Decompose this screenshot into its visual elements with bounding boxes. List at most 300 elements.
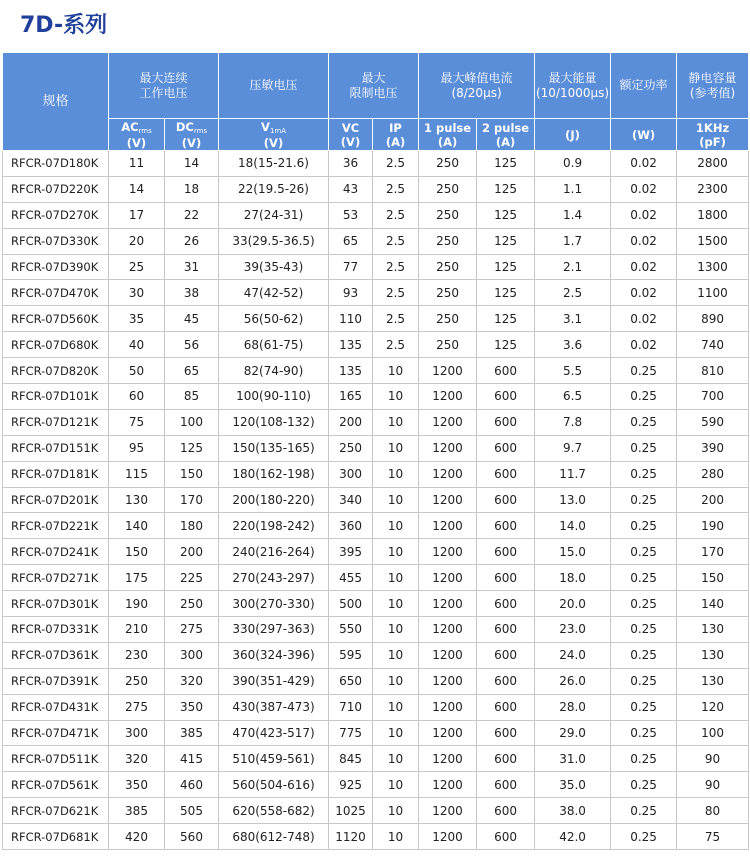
- value-cell: 10: [373, 746, 419, 772]
- header-row-main: [3, 53, 749, 119]
- table-row: [3, 591, 749, 617]
- value-cell: 10: [373, 513, 419, 539]
- value-cell: 1800: [677, 202, 749, 228]
- value-cell: 10: [373, 487, 419, 513]
- model-cell: RFCR-07D361K: [3, 642, 109, 668]
- table-row: [3, 487, 749, 513]
- model-cell: RFCR-07D270K: [3, 202, 109, 228]
- value-cell: 150: [109, 539, 165, 565]
- value-cell: 390(351-429): [219, 668, 329, 694]
- value-cell: 1200: [419, 591, 477, 617]
- value-cell: 10: [373, 461, 419, 487]
- value-cell: 14: [165, 151, 219, 177]
- value-cell: 130: [677, 617, 749, 643]
- value-cell: 90: [677, 772, 749, 798]
- model-cell: RFCR-07D241K: [3, 539, 109, 565]
- value-cell: 390: [677, 435, 749, 461]
- value-cell: 140: [677, 591, 749, 617]
- model-cell: RFCR-07D221K: [3, 513, 109, 539]
- table-row: [3, 254, 749, 280]
- table-row: [3, 409, 749, 435]
- value-cell: 3.6: [535, 332, 611, 358]
- table-row: [3, 176, 749, 202]
- value-cell: 415: [165, 746, 219, 772]
- value-cell: 5.5: [535, 358, 611, 384]
- value-cell: 0.25: [611, 409, 677, 435]
- value-cell: 77: [329, 254, 373, 280]
- table-row: [3, 642, 749, 668]
- sub-header-1-pulse: 1 pulse (A): [419, 119, 477, 151]
- value-cell: 250: [109, 668, 165, 694]
- value-cell: 36: [329, 151, 373, 177]
- value-cell: 1.7: [535, 228, 611, 254]
- value-cell: 700: [677, 384, 749, 410]
- value-cell: 170: [165, 487, 219, 513]
- value-cell: 600: [477, 617, 535, 643]
- value-cell: 10: [373, 358, 419, 384]
- value-cell: 600: [477, 358, 535, 384]
- value-cell: 600: [477, 746, 535, 772]
- value-cell: 2.5: [373, 332, 419, 358]
- value-cell: 1.4: [535, 202, 611, 228]
- value-cell: 10: [373, 409, 419, 435]
- value-cell: 505: [165, 798, 219, 824]
- value-cell: 45: [165, 306, 219, 332]
- value-cell: 1.1: [535, 176, 611, 202]
- value-cell: 11: [109, 151, 165, 177]
- value-cell: 50: [109, 358, 165, 384]
- value-cell: 350: [165, 694, 219, 720]
- table-row: [3, 151, 749, 177]
- table-row: [3, 565, 749, 591]
- value-cell: 125: [477, 280, 535, 306]
- value-cell: 2800: [677, 151, 749, 177]
- value-cell: 47(42-52): [219, 280, 329, 306]
- value-cell: 9.7: [535, 435, 611, 461]
- value-cell: 115: [109, 461, 165, 487]
- col-header-max-peak-current: 最大峰值电流 (8/20μs): [419, 53, 535, 119]
- value-cell: 0.02: [611, 306, 677, 332]
- value-cell: 275: [109, 694, 165, 720]
- value-cell: 470(423-517): [219, 720, 329, 746]
- value-cell: 2.1: [535, 254, 611, 280]
- value-cell: 20.0: [535, 591, 611, 617]
- value-cell: 31.0: [535, 746, 611, 772]
- value-cell: 600: [477, 539, 535, 565]
- value-cell: 43: [329, 176, 373, 202]
- value-cell: 35.0: [535, 772, 611, 798]
- value-cell: 0.25: [611, 461, 677, 487]
- col-header-max-cont-voltage: 最大连续 工作电压: [109, 53, 219, 119]
- value-cell: 75: [109, 409, 165, 435]
- value-cell: 93: [329, 280, 373, 306]
- value-cell: 810: [677, 358, 749, 384]
- value-cell: 125: [477, 151, 535, 177]
- table-row: [3, 668, 749, 694]
- sub-header-ip: IP (A): [373, 119, 419, 151]
- model-cell: RFCR-07D220K: [3, 176, 109, 202]
- value-cell: 600: [477, 435, 535, 461]
- value-cell: 10: [373, 642, 419, 668]
- spec-table: [2, 52, 749, 850]
- model-cell: RFCR-07D181K: [3, 461, 109, 487]
- value-cell: 320: [165, 668, 219, 694]
- value-cell: 11.7: [535, 461, 611, 487]
- value-cell: 0.25: [611, 720, 677, 746]
- value-cell: 560: [165, 824, 219, 850]
- value-cell: 740: [677, 332, 749, 358]
- value-cell: 170: [677, 539, 749, 565]
- value-cell: 60: [109, 384, 165, 410]
- value-cell: 65: [329, 228, 373, 254]
- value-cell: 6.5: [535, 384, 611, 410]
- value-cell: 385: [165, 720, 219, 746]
- value-cell: 600: [477, 461, 535, 487]
- page-title: 7D-系列: [20, 13, 108, 38]
- value-cell: 600: [477, 824, 535, 850]
- value-cell: 2.5: [373, 228, 419, 254]
- value-cell: 1200: [419, 513, 477, 539]
- value-cell: 180: [165, 513, 219, 539]
- value-cell: 175: [109, 565, 165, 591]
- value-cell: 200: [329, 409, 373, 435]
- value-cell: 120(108-132): [219, 409, 329, 435]
- col-header-capacitance: 静电容量 (参考值): [677, 53, 749, 119]
- model-cell: RFCR-07D101K: [3, 384, 109, 410]
- value-cell: 600: [477, 798, 535, 824]
- table-row: [3, 772, 749, 798]
- value-cell: 20: [109, 228, 165, 254]
- value-cell: 14.0: [535, 513, 611, 539]
- value-cell: 125: [477, 332, 535, 358]
- value-cell: 18.0: [535, 565, 611, 591]
- col-header-model: 规格: [3, 53, 109, 151]
- value-cell: 250: [419, 202, 477, 228]
- value-cell: 56(50-62): [219, 306, 329, 332]
- value-cell: 82(74-90): [219, 358, 329, 384]
- value-cell: 18: [165, 176, 219, 202]
- value-cell: 125: [477, 176, 535, 202]
- model-cell: RFCR-07D561K: [3, 772, 109, 798]
- value-cell: 300(270-330): [219, 591, 329, 617]
- value-cell: 10: [373, 720, 419, 746]
- value-cell: 1200: [419, 668, 477, 694]
- value-cell: 600: [477, 591, 535, 617]
- value-cell: 600: [477, 642, 535, 668]
- sub-header-dc: $DC_{rms}$ (V): [165, 119, 219, 151]
- value-cell: 225: [165, 565, 219, 591]
- value-cell: 28.0: [535, 694, 611, 720]
- value-cell: 125: [477, 202, 535, 228]
- value-cell: 125: [477, 228, 535, 254]
- value-cell: 10: [373, 772, 419, 798]
- value-cell: 1200: [419, 487, 477, 513]
- value-cell: 1200: [419, 358, 477, 384]
- value-cell: 1500: [677, 228, 749, 254]
- value-cell: 165: [329, 384, 373, 410]
- value-cell: 150: [165, 461, 219, 487]
- value-cell: 340: [329, 487, 373, 513]
- table-row: [3, 358, 749, 384]
- value-cell: 845: [329, 746, 373, 772]
- value-cell: 590: [677, 409, 749, 435]
- value-cell: 250: [419, 280, 477, 306]
- value-cell: 190: [677, 513, 749, 539]
- value-cell: 0.02: [611, 228, 677, 254]
- value-cell: 1025: [329, 798, 373, 824]
- value-cell: 385: [109, 798, 165, 824]
- sub-header-capacitance: 1KHz (pF): [677, 119, 749, 151]
- value-cell: 2.5: [373, 151, 419, 177]
- value-cell: 39(35-43): [219, 254, 329, 280]
- value-cell: 275: [165, 617, 219, 643]
- value-cell: 95: [109, 435, 165, 461]
- value-cell: 35: [109, 306, 165, 332]
- value-cell: 210: [109, 617, 165, 643]
- value-cell: 125: [477, 254, 535, 280]
- model-cell: RFCR-07D621K: [3, 798, 109, 824]
- value-cell: 38: [165, 280, 219, 306]
- value-cell: 680(612-748): [219, 824, 329, 850]
- value-cell: 0.25: [611, 358, 677, 384]
- value-cell: 460: [165, 772, 219, 798]
- value-cell: 31: [165, 254, 219, 280]
- model-cell: RFCR-07D180K: [3, 151, 109, 177]
- value-cell: 1200: [419, 384, 477, 410]
- value-cell: 200: [165, 539, 219, 565]
- value-cell: 280: [677, 461, 749, 487]
- value-cell: 2.5: [373, 254, 419, 280]
- value-cell: 26: [165, 228, 219, 254]
- value-cell: 135: [329, 332, 373, 358]
- value-cell: 68(61-75): [219, 332, 329, 358]
- value-cell: 10: [373, 565, 419, 591]
- value-cell: 890: [677, 306, 749, 332]
- value-cell: 125: [165, 435, 219, 461]
- sub-header-2-pulse: 2 pulse (A): [477, 119, 535, 151]
- model-cell: RFCR-07D271K: [3, 565, 109, 591]
- value-cell: 200(180-220): [219, 487, 329, 513]
- value-cell: 600: [477, 565, 535, 591]
- value-cell: 775: [329, 720, 373, 746]
- value-cell: 550: [329, 617, 373, 643]
- value-cell: 0.25: [611, 642, 677, 668]
- value-cell: 350: [109, 772, 165, 798]
- value-cell: 1200: [419, 798, 477, 824]
- model-cell: RFCR-07D820K: [3, 358, 109, 384]
- value-cell: 2.5: [535, 280, 611, 306]
- value-cell: 1100: [677, 280, 749, 306]
- value-cell: 250: [419, 254, 477, 280]
- value-cell: 2.5: [373, 280, 419, 306]
- model-cell: RFCR-07D681K: [3, 824, 109, 850]
- value-cell: 250: [419, 151, 477, 177]
- value-cell: 10: [373, 435, 419, 461]
- value-cell: 600: [477, 384, 535, 410]
- value-cell: 29.0: [535, 720, 611, 746]
- value-cell: 0.02: [611, 176, 677, 202]
- table-row: [3, 332, 749, 358]
- value-cell: 360(324-396): [219, 642, 329, 668]
- value-cell: 22(19.5-26): [219, 176, 329, 202]
- table-row: [3, 513, 749, 539]
- sub-header-ac: $AC_{rms}$ (V): [109, 119, 165, 151]
- table-row: [3, 280, 749, 306]
- value-cell: 10: [373, 617, 419, 643]
- value-cell: 120: [677, 694, 749, 720]
- model-cell: RFCR-07D301K: [3, 591, 109, 617]
- value-cell: 100: [165, 409, 219, 435]
- table-row: [3, 617, 749, 643]
- value-cell: 26.0: [535, 668, 611, 694]
- value-cell: 0.25: [611, 824, 677, 850]
- model-cell: RFCR-07D331K: [3, 617, 109, 643]
- sub-header-vc: VC (V): [329, 119, 373, 151]
- value-cell: 42.0: [535, 824, 611, 850]
- model-cell: RFCR-07D471K: [3, 720, 109, 746]
- table-row: [3, 384, 749, 410]
- value-cell: 500: [329, 591, 373, 617]
- value-cell: 53: [329, 202, 373, 228]
- value-cell: 65: [165, 358, 219, 384]
- value-cell: 0.25: [611, 384, 677, 410]
- value-cell: 620(558-682): [219, 798, 329, 824]
- value-cell: 650: [329, 668, 373, 694]
- value-cell: 7.8: [535, 409, 611, 435]
- table-row: [3, 824, 749, 850]
- value-cell: 600: [477, 668, 535, 694]
- value-cell: 1200: [419, 435, 477, 461]
- value-cell: 250: [419, 228, 477, 254]
- value-cell: 15.0: [535, 539, 611, 565]
- value-cell: 0.25: [611, 591, 677, 617]
- value-cell: 395: [329, 539, 373, 565]
- value-cell: 1200: [419, 461, 477, 487]
- value-cell: 430(387-473): [219, 694, 329, 720]
- value-cell: 600: [477, 513, 535, 539]
- value-cell: 250: [419, 332, 477, 358]
- model-cell: RFCR-07D680K: [3, 332, 109, 358]
- value-cell: 230: [109, 642, 165, 668]
- value-cell: 10: [373, 798, 419, 824]
- value-cell: 600: [477, 487, 535, 513]
- value-cell: 0.02: [611, 332, 677, 358]
- value-cell: 250: [329, 435, 373, 461]
- value-cell: 33(29.5-36.5): [219, 228, 329, 254]
- value-cell: 560(504-616): [219, 772, 329, 798]
- table-row: [3, 435, 749, 461]
- value-cell: 135: [329, 358, 373, 384]
- value-cell: 600: [477, 694, 535, 720]
- table-row: [3, 306, 749, 332]
- col-header-max-energy: 最大能量 (10/1000μs): [535, 53, 611, 119]
- value-cell: 2300: [677, 176, 749, 202]
- value-cell: 1200: [419, 617, 477, 643]
- value-cell: 10: [373, 668, 419, 694]
- value-cell: 0.25: [611, 694, 677, 720]
- value-cell: 130: [677, 668, 749, 694]
- value-cell: 240(216-264): [219, 539, 329, 565]
- value-cell: 320: [109, 746, 165, 772]
- value-cell: 18(15-21.6): [219, 151, 329, 177]
- value-cell: 300: [165, 642, 219, 668]
- value-cell: 1200: [419, 565, 477, 591]
- value-cell: 0.25: [611, 539, 677, 565]
- value-cell: 250: [419, 306, 477, 332]
- value-cell: 2.5: [373, 202, 419, 228]
- table-row: [3, 694, 749, 720]
- value-cell: 13.0: [535, 487, 611, 513]
- model-cell: RFCR-07D470K: [3, 280, 109, 306]
- value-cell: 125: [477, 306, 535, 332]
- value-cell: 17: [109, 202, 165, 228]
- value-cell: 110: [329, 306, 373, 332]
- value-cell: 90: [677, 746, 749, 772]
- value-cell: 130: [677, 642, 749, 668]
- value-cell: 75: [677, 824, 749, 850]
- value-cell: 80: [677, 798, 749, 824]
- value-cell: 600: [477, 720, 535, 746]
- value-cell: 0.25: [611, 772, 677, 798]
- value-cell: 56: [165, 332, 219, 358]
- value-cell: 10: [373, 539, 419, 565]
- value-cell: 600: [477, 409, 535, 435]
- value-cell: 190: [109, 591, 165, 617]
- value-cell: 30: [109, 280, 165, 306]
- value-cell: 14: [109, 176, 165, 202]
- value-cell: 2.5: [373, 176, 419, 202]
- value-cell: 0.9: [535, 151, 611, 177]
- value-cell: 130: [109, 487, 165, 513]
- sub-header-energy-unit: (J): [535, 119, 611, 151]
- value-cell: 38.0: [535, 798, 611, 824]
- value-cell: 100(90-110): [219, 384, 329, 410]
- value-cell: 25: [109, 254, 165, 280]
- value-cell: 10: [373, 591, 419, 617]
- col-header-rated-power: 额定功率: [611, 53, 677, 119]
- value-cell: 1200: [419, 642, 477, 668]
- value-cell: 360: [329, 513, 373, 539]
- table-row: [3, 202, 749, 228]
- table-body: [3, 151, 749, 850]
- value-cell: 1200: [419, 746, 477, 772]
- value-cell: 10: [373, 384, 419, 410]
- value-cell: 1300: [677, 254, 749, 280]
- value-cell: 85: [165, 384, 219, 410]
- table-row: [3, 798, 749, 824]
- value-cell: 10: [373, 694, 419, 720]
- value-cell: 510(459-561): [219, 746, 329, 772]
- value-cell: 140: [109, 513, 165, 539]
- value-cell: 0.25: [611, 798, 677, 824]
- value-cell: 1200: [419, 772, 477, 798]
- sub-header-v1ma: $V_{1mA}$ (V): [219, 119, 329, 151]
- value-cell: 100: [677, 720, 749, 746]
- value-cell: 0.02: [611, 280, 677, 306]
- value-cell: 150(135-165): [219, 435, 329, 461]
- table-row: [3, 228, 749, 254]
- table-row: [3, 720, 749, 746]
- value-cell: 1200: [419, 720, 477, 746]
- model-cell: RFCR-07D201K: [3, 487, 109, 513]
- model-cell: RFCR-07D390K: [3, 254, 109, 280]
- value-cell: 150: [677, 565, 749, 591]
- model-cell: RFCR-07D121K: [3, 409, 109, 435]
- value-cell: 24.0: [535, 642, 611, 668]
- value-cell: 300: [329, 461, 373, 487]
- table-row: [3, 461, 749, 487]
- value-cell: 0.02: [611, 151, 677, 177]
